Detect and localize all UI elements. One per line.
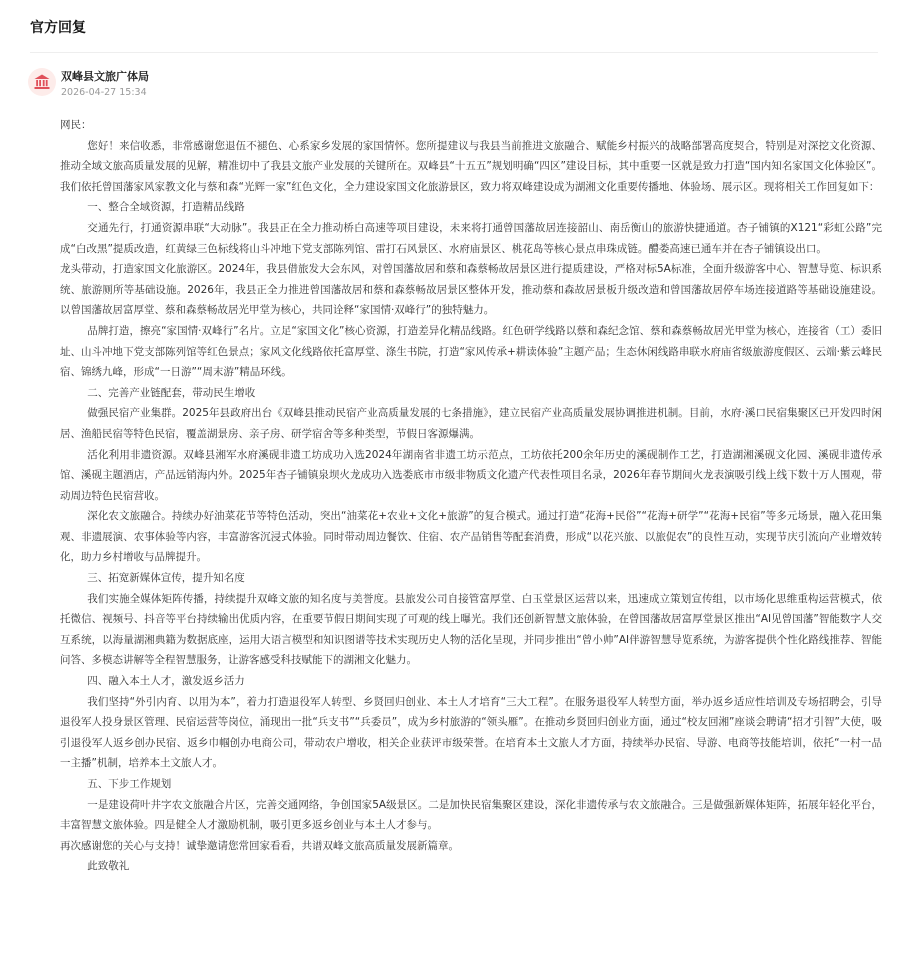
reply-paragraph: 五、下步工作规划 (87, 778, 172, 790)
reply-paragraph: 品牌打造，擦亮“家国情·双峰行”名片。立足“家国文化”核心资源，打造差异化精品线路。红色研学线路以蔡和森纪念馆、蔡和森蔡畅故居光甲堂为核心，连接省（工）委旧址、山斗冲地下党支部陈列馆等红色景点；家风文化线路依托富厚堂、涤生书院，打造“家风传承+耕读体验”主题产品；生态休闲线路串联水府庙省级旅游度假区、云端·紫云峰民宿、锦绣九峰，形成“一日游”“周末游”精品环线。 (60, 324, 882, 379)
reply-paragraph: 龙头带动，打造家国文化旅游区。2024年，我县借旅发大会东风，对曾国藩故居和蔡和森蔡畅故居景区进行提质建设，严格对标5A标准，全面升级游客中心、智慧导览、标识系统、旅游厕所等基础设施。2026年，我县正全力推进曾国藩故居和蔡和森蔡畅故居景区整体开发，推动蔡和森故居景板升级改造和曾国藩故居停车场连接道路等基础设施建设。以曾国藩故居富厚堂、蔡和森蔡畅故居光甲堂为核心，共同诠释“家国情·双峰行”的独特魅力。 (60, 263, 882, 317)
reply-paragraph: 一是建设荷叶井字农文旅融合片区，完善交通网络，争创国家5A级景区。二是加快民宿集聚区建设，深化非遗传承与农文旅融合。三是做强新媒体矩阵，拓展年轻化平台，丰富智慧文旅体验。四是健全人才激励机制，吸引更多返乡创业与本土人才参与。 (60, 798, 882, 832)
reply-paragraph: 此致敬礼 (87, 860, 130, 873)
reply-paragraph: 活化利用非遗资源。双峰县湘军水府溪砚非遗工坊成功入选2024年湖南省非遗工坊示范点，工坊依托200余年历史的溪砚制作工艺，打造湖湘溪砚文化园、溪砚非遗传承馆、溪砚主题酒店，产品远销海内外。2025年杏子铺镇泉坝火龙成功入选娄底市市级非物质文化遗产代表性项目名录，2026年春节期间火龙表演吸引线上线下数十万人围观，带动周边特色民宿营收。 (60, 448, 882, 502)
divider (30, 52, 878, 53)
reply-paragraph: 做强民宿产业集群。2025年县政府出台《双峰县推动民宿产业高质量发展的七条措施》，建立民宿产业高质量发展协调推进机制。目前，水府·溪口民宿集聚区已开发四时闲居、渔船民宿等特色民宿，覆盖湖景房、亲子房、研学宿舍等多种类型，节假日客源爆满。 (60, 407, 882, 440)
reply-paragraph: 再次感谢您的关心与支持！诚挚邀请您常回家看看，共谱双峰文旅高质量发展新篇章。 (60, 839, 459, 852)
avatar (28, 68, 56, 96)
reply-paragraph: 一、整合全域资源，打造精品线路 (87, 201, 245, 214)
reply-paragraph: 我们坚持“外引内育、以用为本”，着力打造退役军人转型、乡贤回归创业、本土人才培育“三大工程”。在服务退役军人转型方面，举办返乡适应性培训及专场招聘会，引导退役军人投身景区管理、民宿运营等岗位，涌现出一批“兵支书”“兵委员”，成为乡村旅游的“领头雁”。在推动乡贤回归创业方面，通过“校友回湘”座谈会聘请“招才引智”大使，吸引退役军人返乡创办民宿、返乡巾帼创办电商公司，带动农户增收，相关企业获评市级荣誉。在培育本土文旅人才方面，持续举办民宿、导游、电商等技能培训，依托“一村一品一主播”机制，培养本土文旅人才。 (60, 695, 882, 770)
reply-paragraph: 四、融入本土人才，激发返乡活力 (87, 675, 245, 688)
reply-paragraph: 三、拓宽新媒体宣传，提升知名度 (87, 572, 245, 585)
reply-paragraph: 交通先行，打通资源串联“大动脉”。我县正在全力推动桥白高速等项目建设，未来将打通曾国藩故居连接韶山、南岳衡山的旅游快捷通道。杏子铺镇的X121“彩虹公路”完成“白改黑”提质改造，红黄绿三色标线将山斗冲地下党支部陈列馆、雷打石风景区、水府庙景区、桃花岛等核心景点串珠成链。醴娄高速已通车并在杏子铺镇设出口。 (60, 221, 882, 255)
reply-paragraph: 二、完善产业链配套，带动民生增收 (87, 386, 256, 399)
reply-paragraph: 深化农文旅融合。持续办好油菜花节等特色活动，突出“油菜花+农业+文化+旅游”的复合模式。通过打造“花海+民俗”“花海+研学”“花海+民宿”等多元场景，融入花田集观、非遗展演、农事体验等内容，丰富游客沉浸式体验。同时带动周边餐饮、住宿、农产品销售等配套消费，形成“以花兴旅、以旅促农”的良性互动，实现节庆引流向产业增效转化，助力乡村增收与品牌提升。 (60, 510, 882, 564)
reply-body (60, 115, 882, 877)
section-title: 官方回复 (30, 20, 86, 36)
post-time: 2026-04-27 15:34 (61, 87, 147, 98)
reply-paragraph: 您好！来信收悉，非常感谢您退伍不褪色、心系家乡发展的家国情怀。您所提建议与我县当前推进文旅融合、赋能乡村振兴的战略部署高度契合，特别是对深挖文化资源、推动全域文旅高质量发展的见解，精准切中了我县文旅产业发展的关键所在。双峰县“十五五”规划明确“四区”建设目标，其中重要一区就是致力打造“国内知名家国文化体验区”。我们依托曾国藩家风家教文化与蔡和森“光辉一家”红色文化，全力建设家国文化旅游景区，致力将双峰建设成为湖湘文化重要传播地、体验场、展示区。现将相关工作回复如下： (60, 139, 882, 193)
org-name: 双峰县文旅广体局 (61, 70, 149, 83)
reply-paragraph: 网民： (60, 119, 92, 131)
reply-paragraph: 我们实施全媒体矩阵传播，持续提升双峰文旅的知名度与美誉度。县旅发公司自接管富厚堂、白玉堂景区运营以来，迅速成立策划宣传组，以市场化思维重构运营模式，依托微信、视频号、抖音等平台持续输出优质内容，在重要节假日期间实现了可观的线上曝光。我们还创新智慧文旅体验，在曾国藩故居富厚堂景区推出“AI见曾国藩”智能数字人交互系统，以海量湖湘典籍为数据底座，运用大语言模型和知识图谱等技术实现历史人物的活化呈现，并同步推出“曾小帅”AI伴游智慧导览系统，为游客提供个性化路线推荐、智能问答、多模态讲解等全程智慧服务，让游客感受科技赋能下的湖湘文化魅力。 (60, 592, 882, 667)
building-icon (33, 73, 51, 91)
